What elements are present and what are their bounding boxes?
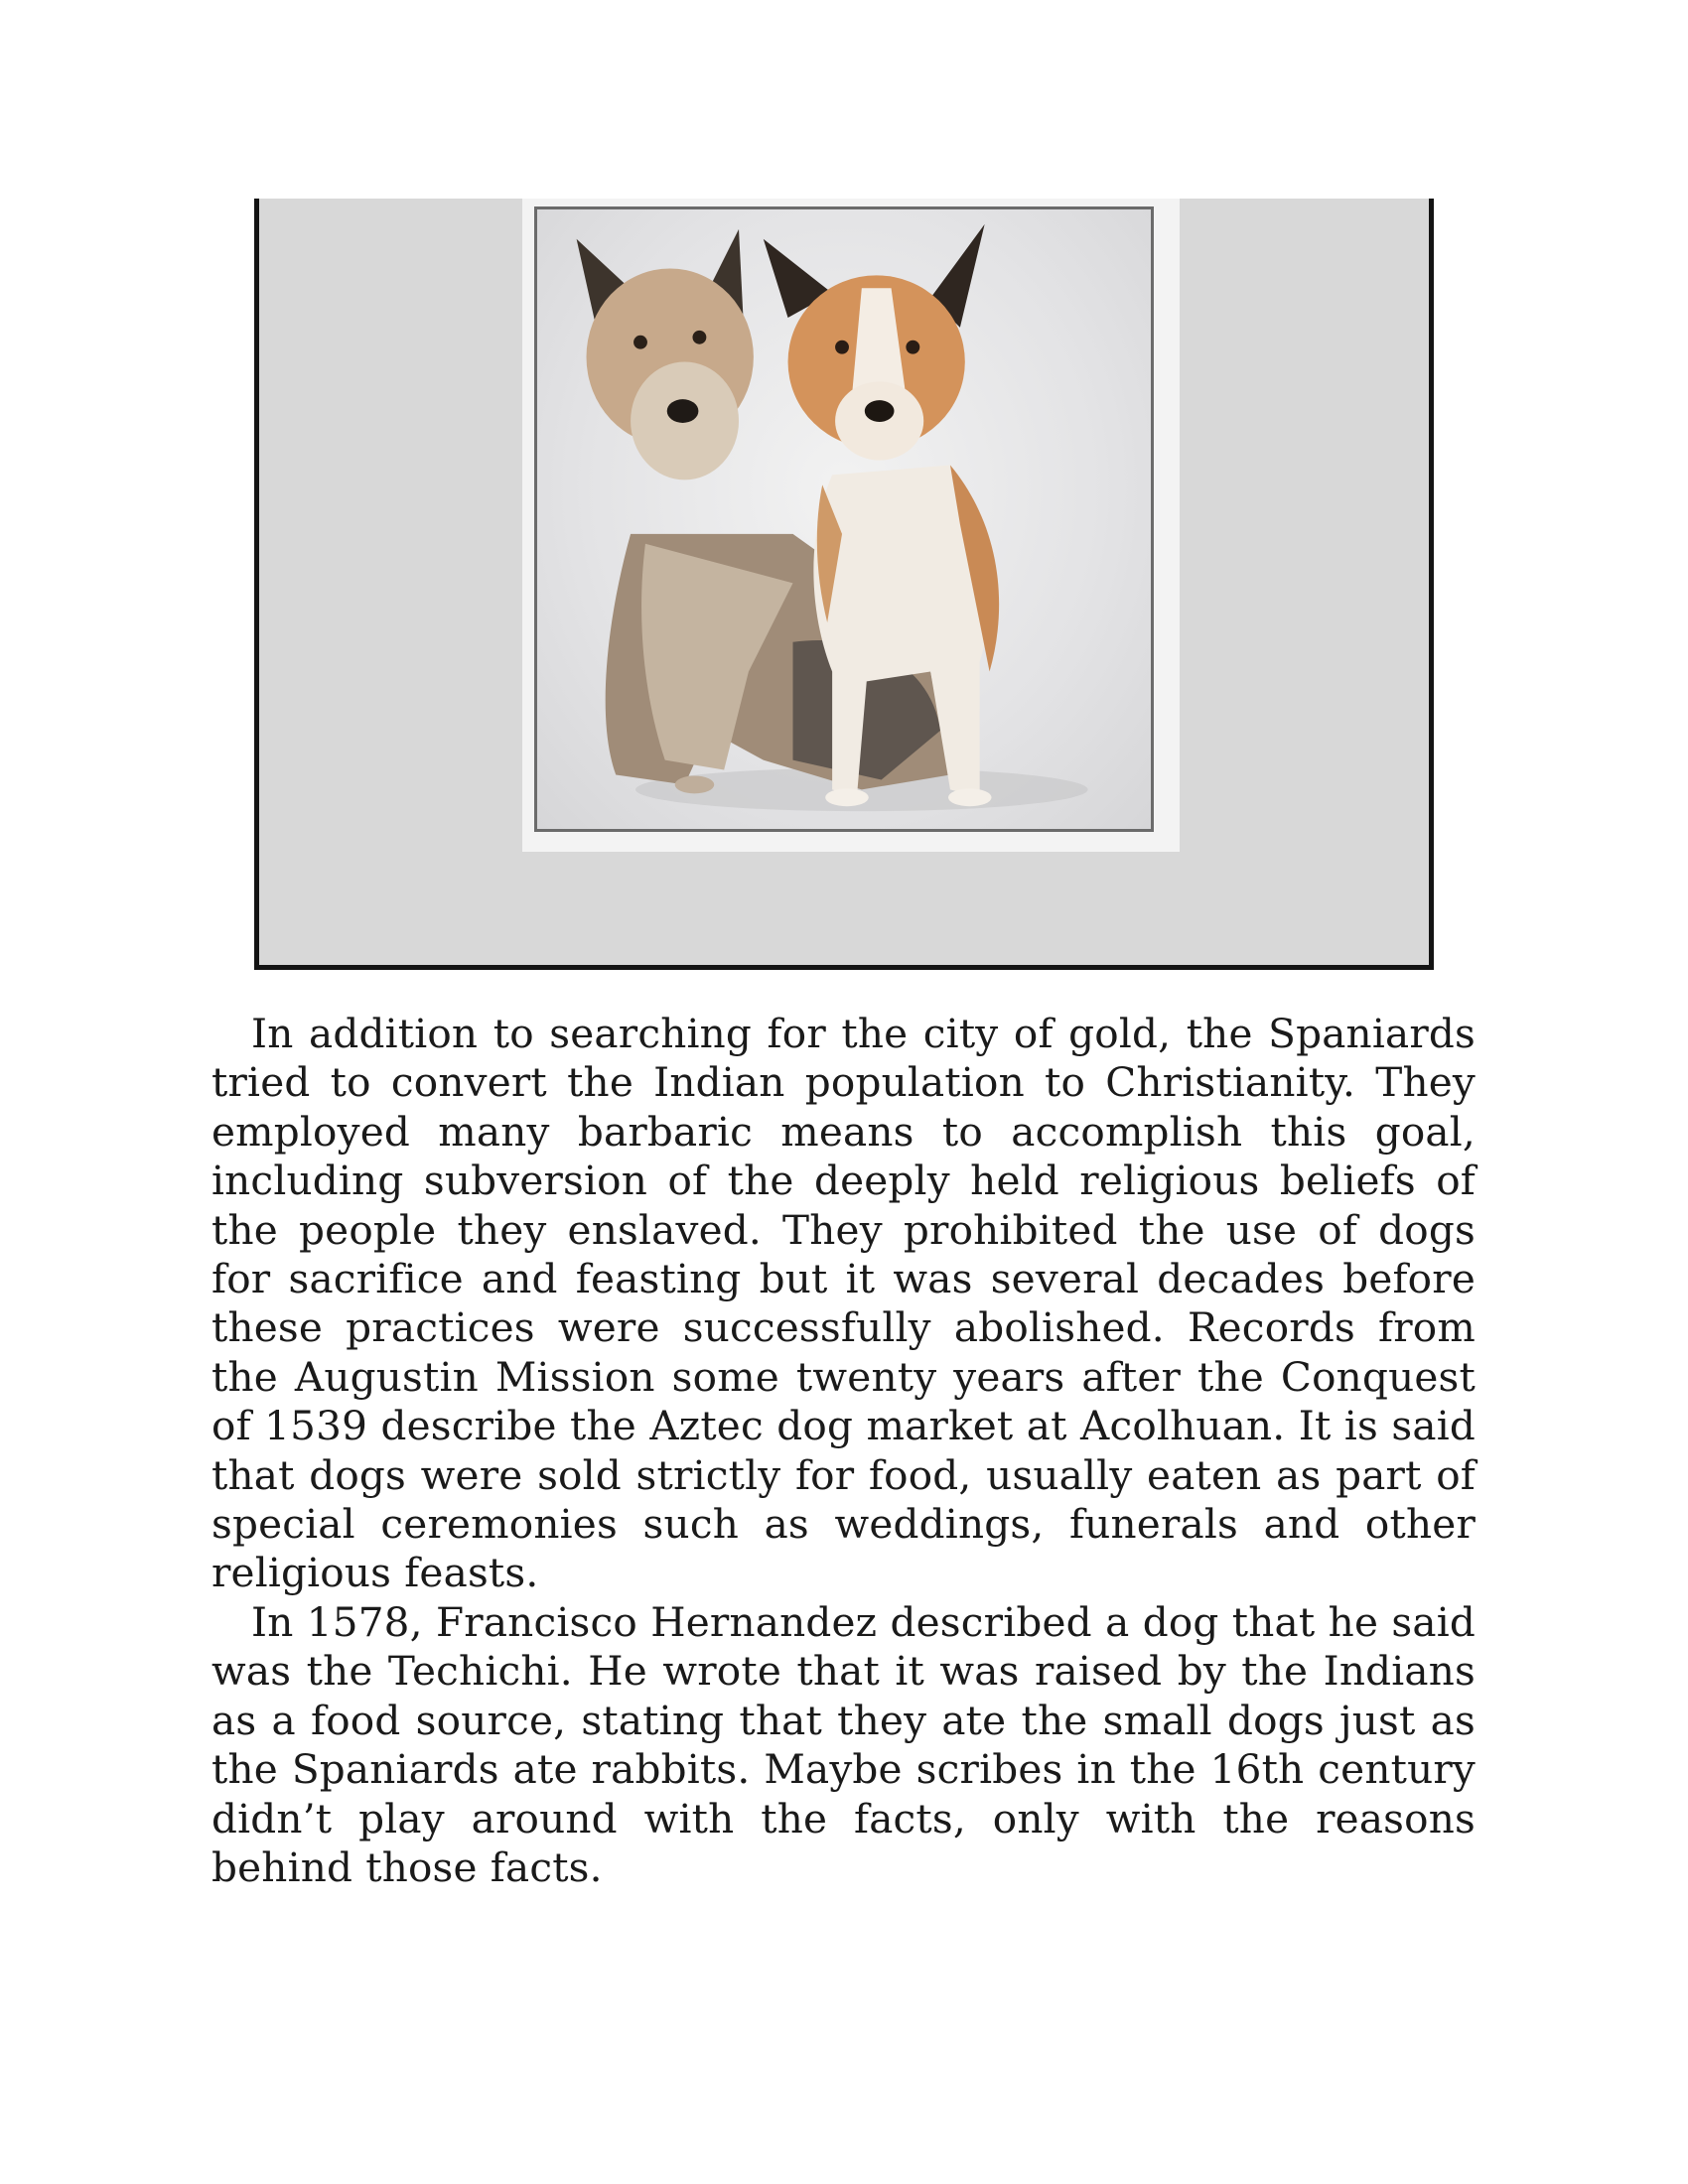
paragraph-2: In 1578, Francisco Hernandez described a dog that he said was the Techichi. He wrote that it was raised by the Indians as a food source, stating that they ate the small dogs just as the Spaniards ate rabbits. Maybe scribes in the 16th century didn’t play around with the facts, only with the reasons behind those facts.: [211, 1597, 1476, 1891]
photo-mat: [522, 199, 1180, 852]
body-text: [211, 1010, 1476, 1892]
figure-frame: [254, 199, 1434, 970]
two-dogs-photo: [534, 206, 1154, 832]
dogs-illustration: [537, 209, 1151, 829]
paragraph-1: In addition to searching for the city of gold, the Spaniards tried to convert the Indian population to Christianity. They employed many barbaric means to accomplish this goal, including subversion of the deeply held religious beliefs of the people they enslaved. They prohibited the use of dogs for sacrifice and feasting but it was several decades before these practices were successfully abolished. Records from the Augustin Mission some twenty years after the Conquest of 1539 describe the Aztec dog market at Acolhuan. It is said that dogs were sold strictly for food, usually eaten as part of special ceremonies such as weddings, funerals and other religious feasts.: [211, 1010, 1476, 1597]
